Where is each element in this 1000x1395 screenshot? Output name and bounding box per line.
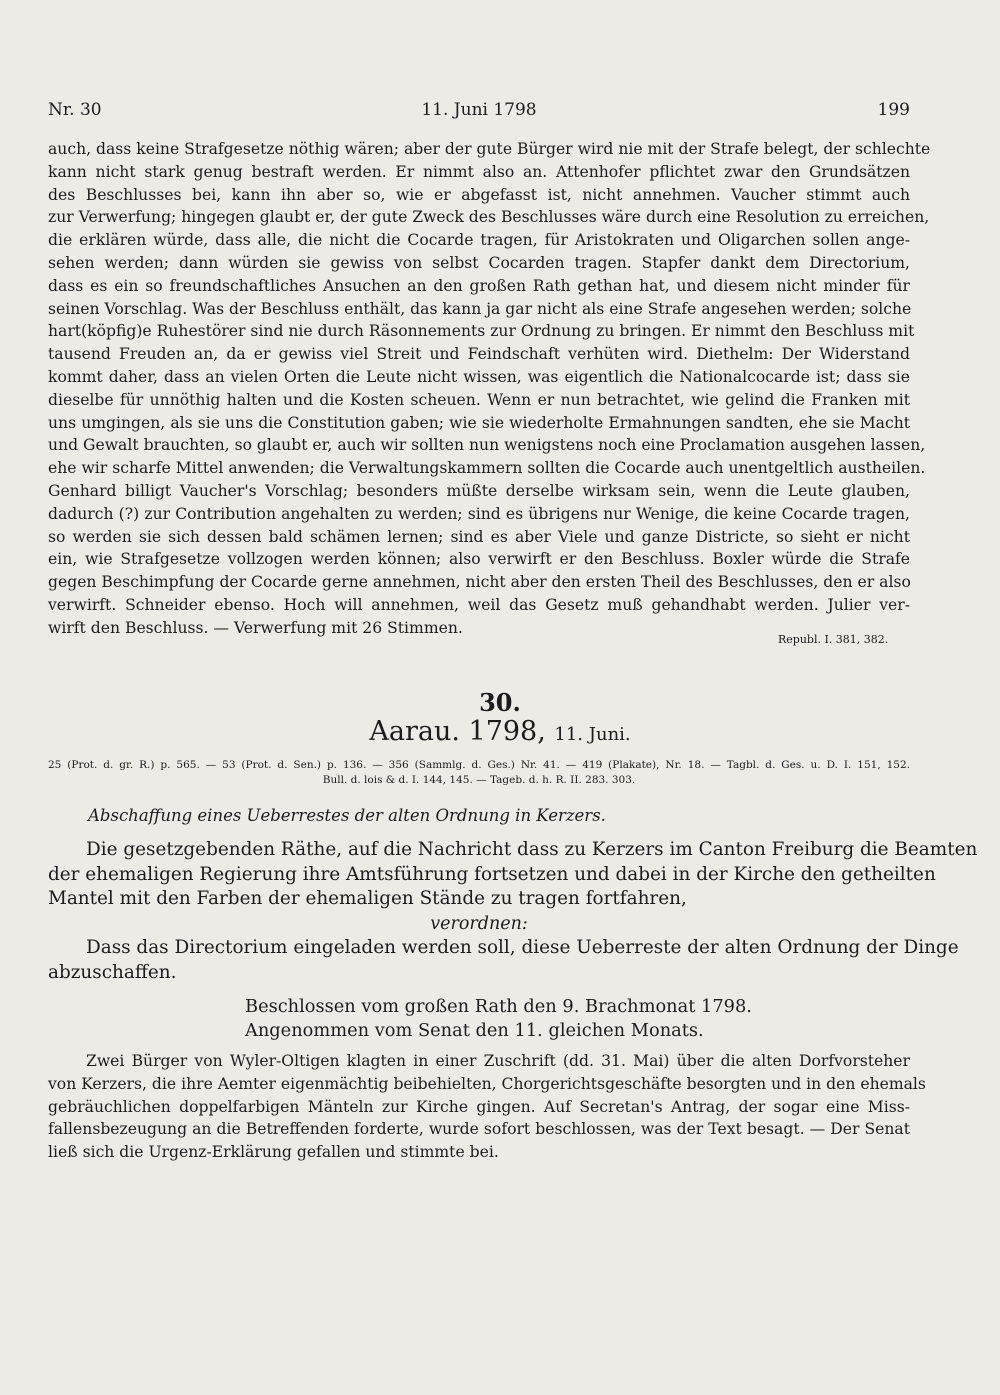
resolved-great-council: Beschlossen vom großen Rath den 9. Brachmonat 1798. [245,996,752,1017]
note-line: Zwei Bürger von Wyler-Oltigen klagten in einer Zuschrift (dd. 31. Mai) über die alten Dorfvorsteher [86,1052,910,1070]
text-line: so werden sie sich dessen bald schämen lernen; sind es aber Viele und ganze Districte, so sieht er nicht [48,527,910,546]
text-line: die erklären würde, dass alle, die nicht die Cocarde tragen, für Aristokraten und Oligarchen sollen ange- [48,231,910,250]
decree-verordnen: verordnen: [430,913,528,934]
note-line: gebräuchlichen doppelfarbigen Mänteln zur Kirche gingen. Auf Secretan's Antrag, der sogar eine Miss- [48,1097,910,1116]
accepted-senate: Angenommen vom Senat den 11. gleichen Monats. [245,1020,704,1041]
text-line: zur Verwerfung; hingegen glaubt er, der gute Zweck des Beschlusses wäre durch eine Resolution zu erreichen, [48,208,930,227]
text-line: uns umgingen, als sie uns die Constitution gaben; wie sie wiederholte Ermahnungen sandten, ehe sie Macht [48,413,910,432]
decree-line: Mantel mit den Farben der ehemaligen Stände zu tragen fortfahren, [48,888,687,909]
decree-resolution [245,995,752,1043]
text-line: verwirft. Schneider ebenso. Hoch will annehmen, weil das Gesetz muß gehandhabt werden. Julier ver- [48,595,910,614]
sources-line: Bull. d. lois & d. I. 144, 145. — Tageb. d. h. R. II. 283. 303. [322,774,636,786]
source-reference: Republ. I. 381, 382. [778,633,889,646]
text-line: wirft den Beschluss. — Verwerfung mit 26 Stimmen. [48,618,463,637]
note-line: von Kerzers, die ihre Aemter eigenmächtig beibehielten, Chorgerichtsgeschäfte besorgten und in den ehemals [48,1074,926,1093]
text-line: tausend Freuden an, da er gewiss viel Streit und Feindschaft verhüten wird. Diethelm: Der Widerstand [48,345,910,364]
text-line: kommt daher, dass an vielen Orten die Leute nicht wissen, was eigentlich die Nationalcocarde ist; dass sie [48,367,910,386]
text-line: sehen werden; dann würden sie gewiss von selbst Cocarden tragen. Stapfer dankt dem Directorium, [48,253,910,272]
text-line: ein, wie Strafgesetze vollzogen werden können; also verwirft er den Beschluss. Boxler würde die Strafe [48,550,910,569]
text-line: hart(köpfig)e Ruhestörer sind nie durch Räsonnements zur Ordnung zu bringen. Er nimmt den Beschluss mit [48,322,915,341]
section-sources [48,758,910,788]
decree-line: abzuschaffen. [48,961,177,983]
text-line: des Beschlusses bei, kann ihn aber so, wie er abgefasst ist, nicht annehmen. Vaucher stimmt auch [48,185,910,204]
section-date: 11. Juni. [554,724,631,745]
text-line: dass es ein so freundschaftliches Ansuchen an den großen Rath gethan hat, und diesem nicht minder für [48,276,910,295]
text-line: gegen Beschimpfung der Cocarde gerne annehmen, nicht aber den ersten Theil des Beschlusses, den er also [48,573,911,592]
text-line: und Gewalt brauchten, so glaubt er, auch wir sollten nun wenigstens noch eine Proclamation ausgehen lassen, [48,436,926,455]
text-line: Genhard billigt Vaucher's Vorschlag; besonders müßte derselbe wirksam sein, wenn die Leute glauben, [48,481,910,500]
section-number: 30. [479,688,521,717]
decree-line: Dass das Directorium eingeladen werden soll, diese Ueberreste der alten Ordnung der Dinge [86,937,959,958]
decree-line: der ehemaligen Regierung ihre Amtsführung fortsetzen und dabei in der Kirche den getheilten [48,863,936,885]
section-heading [0,716,1000,747]
note-line: ließ sich die Urgenz-Erklärung gefallen und stimmte bei. [48,1143,499,1162]
page-header [48,100,910,126]
debate-paragraph [48,138,931,640]
text-line: dadurch (?) zur Contribution angehalten zu werden; sind es übrigens nur Wenige, die keine Cocarde tragen, [48,504,910,523]
text-line: dieselbe für unnöthig halten und die Kosten scheuen. Wenn er nun betrachtet, wie gelind die Franken mit [48,390,910,409]
page-number: 199 [877,100,910,120]
text-line: ehe wir scharfe Mittel anwenden; die Verwaltungskammern sollten die Cocarde auch unentgeltlich austheilen. [48,459,926,478]
issue-number: Nr. 30 [48,100,102,120]
text-line: auch, dass keine Strafgesetze nöthig wären; aber der gute Bürger wird nie mit der Strafe belegt, der schlechte [48,140,931,158]
text-line: kann nicht stark genug bestraft werden. Er nimmt also an. Attenhofer pflichtet zwar den Grundsätzen [48,162,910,181]
editorial-note [48,1050,926,1164]
section-place: Aarau. 1798, [369,716,546,747]
decree-text [48,838,978,985]
note-line: fallensbezeugung an die Betreffenden forderte, wurde sofort beschlossen, was der Text besagt. — Der Senat [48,1120,910,1139]
decree-line: Die gesetzgebenden Räthe, auf die Nachricht dass zu Kerzers im Canton Freiburg die Beamten [86,839,978,860]
text-line: seinen Vorschlag. Was der Beschluss enthält, das kann ja gar nicht als eine Strafe angesehen werden; solche [48,299,912,318]
sources-line: 25 (Prot. d. gr. R.) p. 565. — 53 (Prot. d. Sen.) p. 136. — 356 (Sammlg. d. Ges.) Nr. 41. — 419 (Plakate), Nr. 18. — Tagbl. d. Ges. u. D. I. 151, 152. [48,759,910,771]
header-date: 11. Juni 1798 [421,100,537,120]
section-subtitle: Abschaffung eines Ueberrestes der alten Ordnung in Kerzers. [88,806,606,825]
